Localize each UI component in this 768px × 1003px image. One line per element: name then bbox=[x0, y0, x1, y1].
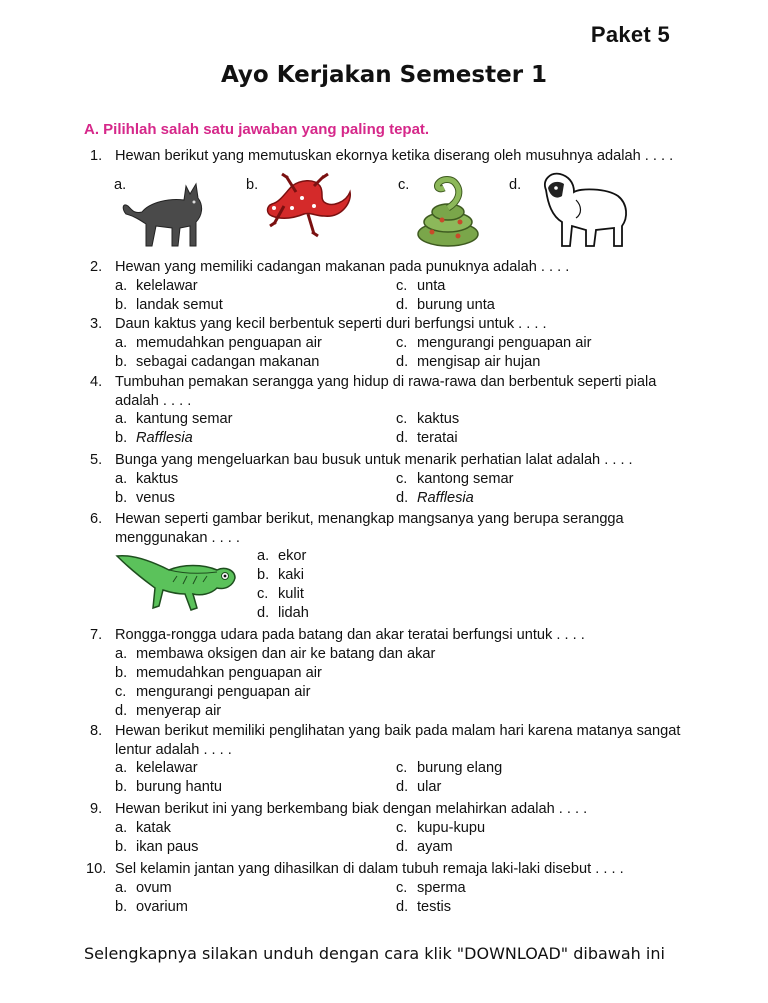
option-d: d. Rafflesia bbox=[396, 489, 474, 506]
page-title: Ayo Kerjakan Semester 1 bbox=[220, 62, 548, 88]
paket-label: Paket 5 bbox=[590, 22, 670, 47]
option-b: b. Rafflesia bbox=[115, 430, 193, 447]
download-instruction: Selengkapnya silakan unduh dengan cara klik "DOWNLOAD" dibawah ini bbox=[84, 944, 665, 963]
option-b: b. ovarium bbox=[115, 898, 188, 915]
section-heading: A. Pilihlah salah satu jawaban yang paling tepat. bbox=[84, 121, 430, 138]
option-d: d. lidah bbox=[257, 605, 309, 622]
question-stem: Hewan berikut memiliki penglihatan yang baik pada malam hari karena matanya sangat lentur adalah . . . . bbox=[115, 723, 681, 758]
option-d-label: d. bbox=[509, 177, 522, 193]
option-c-label: c. bbox=[398, 177, 410, 193]
question-stem: Tumbuhan pemakan serangga yang hidup di rawa-rawa dan berbentuk seperti piala adalah . . . . bbox=[115, 374, 657, 409]
option-a: a. kantung semar bbox=[115, 411, 233, 428]
option-b: b. landak semut bbox=[115, 296, 223, 313]
option-d: d. teratai bbox=[396, 430, 458, 447]
question-number: 9. bbox=[90, 801, 103, 817]
option-a: a. ovum bbox=[115, 879, 172, 896]
option-c: c. kulit bbox=[257, 586, 304, 603]
option-c: c. kupu-kupu bbox=[396, 819, 486, 836]
question-10 bbox=[86, 860, 686, 917]
question-4 bbox=[90, 373, 690, 448]
option-d: d. ular bbox=[396, 779, 442, 796]
option-a: a. katak bbox=[115, 819, 171, 836]
question-stem: Hewan yang memiliki cadangan makanan pada punuknya adalah . . . . bbox=[115, 259, 570, 275]
option-d: d. ayam bbox=[396, 838, 453, 855]
question-2 bbox=[90, 258, 690, 315]
question-number: 6. bbox=[90, 511, 103, 527]
option-c: c. sperma bbox=[396, 879, 466, 896]
question-9 bbox=[90, 800, 690, 857]
cat-image bbox=[120, 172, 212, 250]
question-3 bbox=[90, 315, 690, 372]
option-a-label: a. bbox=[114, 177, 127, 193]
option-c: c. mengurangi penguapan air bbox=[396, 334, 592, 351]
option-b: b. kaki bbox=[257, 567, 304, 584]
question-8 bbox=[90, 722, 690, 797]
option-d: d. burung unta bbox=[396, 296, 495, 313]
question-stem: Bunga yang mengeluarkan bau busuk untuk menarik perhatian lalat adalah . . . . bbox=[115, 452, 633, 468]
option-a: a. kelelawar bbox=[115, 760, 198, 777]
dog-image bbox=[536, 170, 632, 250]
question-7 bbox=[90, 626, 690, 721]
option-d: d. testis bbox=[396, 898, 452, 915]
option-b: b. sebagai cadangan makanan bbox=[115, 353, 320, 370]
option-c: c. kantong semar bbox=[396, 470, 514, 487]
option-d: d. mengisap air hujan bbox=[396, 353, 541, 370]
option-a: a. membawa oksigen dan air ke batang dan akar bbox=[115, 645, 436, 662]
option-c: c. mengurangi penguapan air bbox=[115, 683, 311, 700]
question-5 bbox=[90, 451, 690, 508]
question-number: 8. bbox=[90, 723, 103, 739]
option-a: a. ekor bbox=[257, 548, 307, 565]
option-a: a. kaktus bbox=[115, 470, 179, 487]
option-c: c. unta bbox=[396, 277, 446, 294]
question-number: 10. bbox=[86, 861, 107, 877]
option-b: b. venus bbox=[115, 489, 175, 506]
option-c: c. burung elang bbox=[396, 760, 503, 777]
option-a: a. kelelawar bbox=[115, 277, 198, 294]
question-number: 2. bbox=[90, 259, 103, 275]
question-stem: Daun kaktus yang kecil berbentuk seperti duri berfungsi untuk . . . . bbox=[115, 316, 547, 332]
question-1 bbox=[90, 147, 690, 166]
question-stem: Hewan seperti gambar berikut, menangkap mangsanya yang berupa serangga menggunakan . . . . bbox=[115, 511, 624, 546]
option-c: c. kaktus bbox=[396, 411, 460, 428]
lizard-image bbox=[262, 172, 354, 242]
chameleon-image bbox=[113, 550, 239, 614]
option-d: d. menyerap air bbox=[115, 702, 222, 719]
option-a: a. memudahkan penguapan air bbox=[115, 334, 322, 351]
question-number: 5. bbox=[90, 452, 103, 468]
question-stem: Hewan berikut yang memutuskan ekornya ketika diserang oleh musuhnya adalah . . . . bbox=[115, 148, 674, 164]
question-number: 3. bbox=[90, 316, 103, 332]
snake-image bbox=[412, 172, 484, 250]
question-stem: Rongga-rongga udara pada batang dan akar teratai berfungsi untuk . . . . bbox=[115, 627, 585, 643]
option-b-label: b. bbox=[246, 177, 259, 193]
option-b: b. ikan paus bbox=[115, 838, 199, 855]
option-b: b. burung hantu bbox=[115, 779, 223, 796]
question-stem: Sel kelamin jantan yang dihasilkan di dalam tubuh remaja laki-laki disebut . . . . bbox=[115, 861, 624, 877]
question-stem: Hewan berikut ini yang berkembang biak dengan melahirkan adalah . . . . bbox=[115, 801, 588, 817]
option-b: b. memudahkan penguapan air bbox=[115, 664, 322, 681]
question-number: 7. bbox=[90, 627, 103, 643]
question-number: 1. bbox=[90, 148, 103, 164]
question-number: 4. bbox=[90, 374, 103, 390]
